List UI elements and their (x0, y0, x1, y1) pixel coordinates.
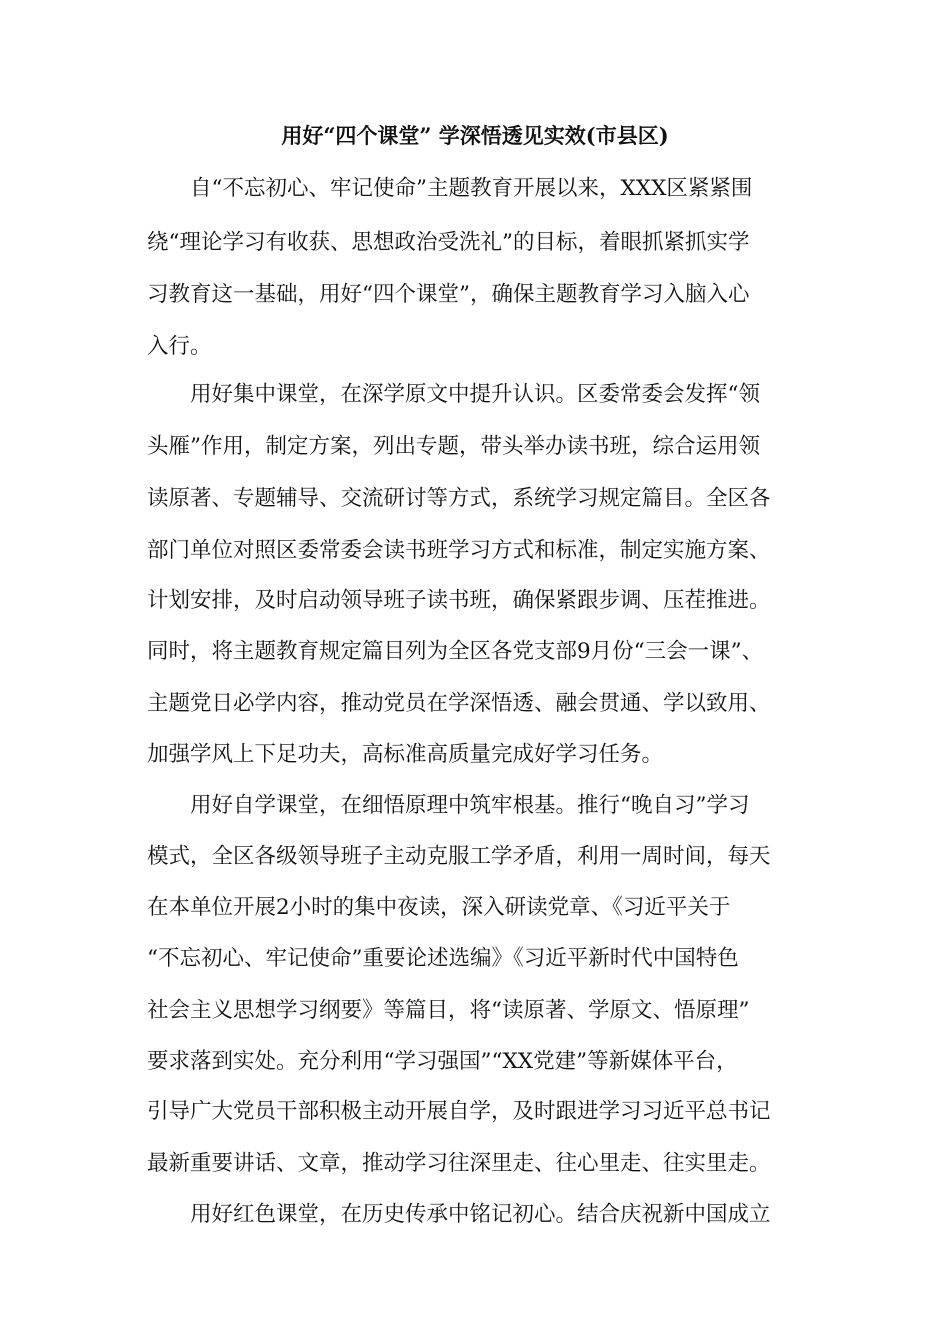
paragraph-1-line-1: 自“不忘初心、牢记使命”主题教育开展以来，XXX区紧紧围 (190, 176, 753, 201)
paragraph-2-line-7: 主题党日必学内容，推动党员在学深悟透、融会贯通、学以致用、 (147, 691, 771, 716)
paragraph-2-line-4: 部门单位对照区委常委会读书班学习方式和标准，制定实施方案、 (147, 538, 771, 563)
paragraph-4-line-1: 用好红色课堂，在历史传承中铭记初心。结合庆祝新中国成立 (190, 1202, 771, 1227)
paragraph-1-line-2: 绕“理论学习有收获、思想政治受洗礼”的目标，着眼抓紧抓实学 (147, 230, 750, 255)
paragraph-3-line-1: 用好自学课堂，在细悟原理中筑牢根基。推行“晚自习”学习 (190, 793, 750, 818)
document-title: 用好“四个课堂” 学深悟透见实效(市县区) (281, 123, 669, 148)
paragraph-3-line-2: 模式，全区各级领导班子主动克服工学矛盾，利用一周时间，每天 (147, 844, 771, 869)
paragraph-3-line-7: 引导广大党员干部积极主动开展自学，及时跟进学习习近平总书记 (147, 1099, 771, 1124)
paragraph-3-line-3: 在本单位开展2小时的集中夜读，深入研读党章、《习近平关于 (147, 895, 731, 920)
paragraph-2-line-6: 同时，将主题教育规定篇目列为全区各党支部9月份“三会一课”、 (147, 639, 764, 664)
paragraph-2-line-8: 加强学风上下足功夫，高标准高质量完成好学习任务。 (147, 742, 664, 767)
paragraph-1-line-4: 入行。 (147, 334, 212, 359)
paragraph-3-line-6: 要求落到实处。充分利用“学习强国”“XX党建”等新媒体平台， (147, 1049, 738, 1074)
paragraph-3-line-4: “不忘初心、牢记使命”重要论述选编》《习近平新时代中国特色 (147, 946, 739, 971)
paragraph-1-line-3: 习教育这一基础，用好“四个课堂”，确保主题教育学习入脑入心 (147, 282, 750, 307)
paragraph-3-line-8: 最新重要讲话、文章，推动学习往深里走、往心里走、往实里走。 (147, 1151, 771, 1176)
paragraph-2-line-1: 用好集中课堂，在深学原文中提升认识。区委常委会发挥“领 (190, 382, 760, 407)
paragraph-2-line-3: 读原著、专题辅导、交流研讨等方式，系统学习规定篇目。全区各 (147, 486, 771, 511)
paragraph-3-line-5: 社会主义思想学习纲要》等篇目，将“读原著、学原文、悟原理” (147, 998, 750, 1023)
paragraph-2-line-2: 头雁”作用，制定方案，列出专题，带头举办读书班，综合运用领 (147, 434, 760, 459)
paragraph-2-line-5: 计划安排，及时启动领导班子读书班，确保紧跟步调、压茬推进。 (147, 588, 771, 613)
